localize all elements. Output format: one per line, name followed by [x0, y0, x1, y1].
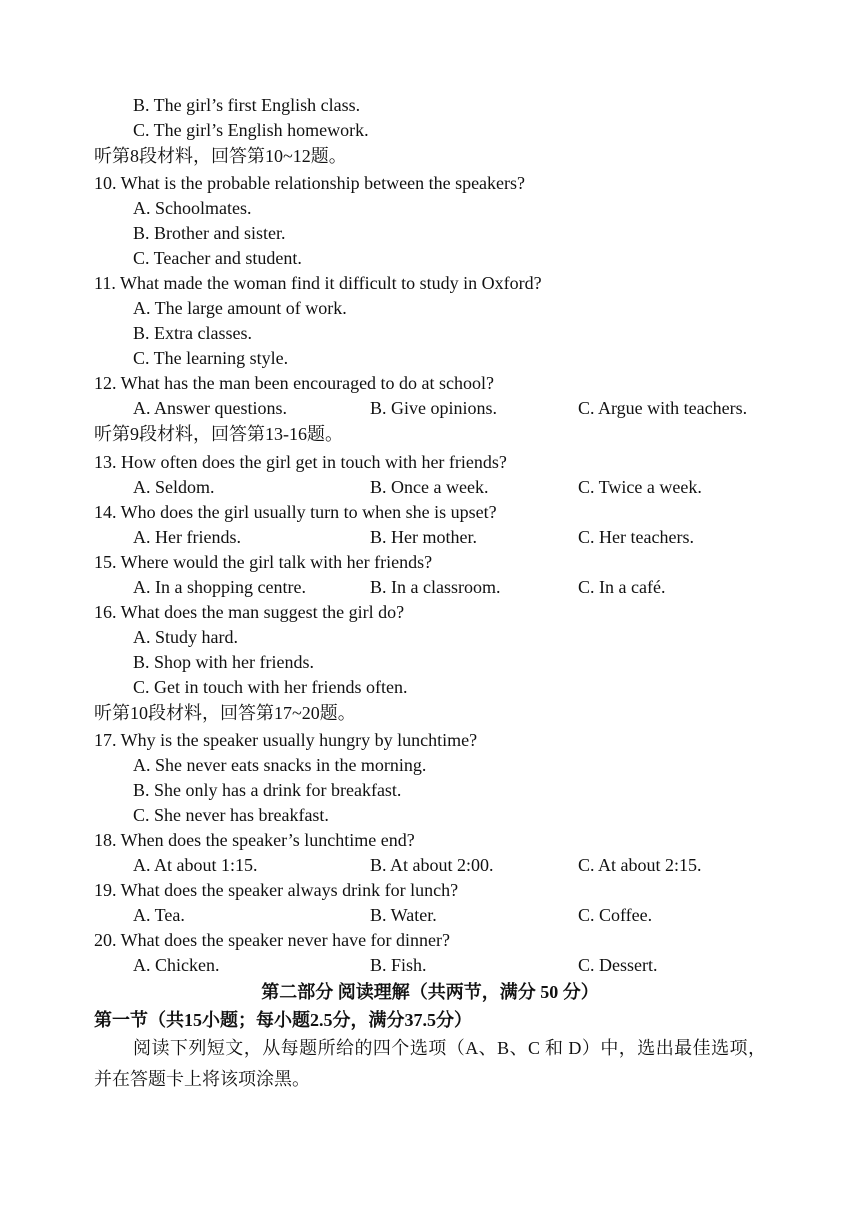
question-18: 18. When does the speaker’s lunchtime end? [94, 830, 415, 850]
option-11a: A. The large amount of work. [133, 298, 347, 318]
option-11b: B. Extra classes. [133, 323, 252, 343]
question-19: 19. What does the speaker always drink for lunch? [94, 880, 459, 900]
question-11: 11. What made the woman find it difficult to study in Oxford? [94, 273, 542, 293]
section-one-heading: 第一节（共15小题；每小题2.5分，满分37.5分） [94, 1010, 472, 1030]
option-14c: C. Her teachers. [578, 527, 694, 547]
question-14: 14. Who does the girl usually turn to when she is upset? [94, 502, 497, 522]
section-heading-10: 听第10段材料，回答第17~20题。 [94, 703, 356, 723]
instruction-paragraph: 阅读下列短文，从每题所给的四个选项（A、B、C 和 D）中，选出最佳选项，并在答题卡上将该项涂黑。 [94, 1038, 766, 1089]
question-17: 17. Why is the speaker usually hungry by lunchtime? [94, 730, 478, 750]
option-17a: A. She never eats snacks in the morning. [133, 755, 427, 775]
option-17c: C. She never has breakfast. [133, 805, 329, 825]
part-two-title: 第二部分 阅读理解（共两节，满分 50 分） [261, 982, 599, 1002]
question-13: 13. How often does the girl get in touch with her friends? [94, 452, 507, 472]
option-20c: C. Dessert. [578, 955, 658, 975]
option-13a: A. Seldom. [133, 477, 215, 497]
option-15b: B. In a classroom. [370, 577, 501, 597]
option-12a: A. Answer questions. [133, 398, 287, 418]
option-19b: B. Water. [370, 905, 437, 925]
option-10c: C. Teacher and student. [133, 248, 302, 268]
option-10b: B. Brother and sister. [133, 223, 286, 243]
option-13c: C. Twice a week. [578, 477, 702, 497]
option-17b: B. She only has a drink for breakfast. [133, 780, 402, 800]
option-15c: C. In a café. [578, 577, 666, 597]
option-20a: A. Chicken. [133, 955, 220, 975]
option-20b: B. Fish. [370, 955, 427, 975]
option-14b: B. Her mother. [370, 527, 477, 547]
option-14a: A. Her friends. [133, 527, 241, 547]
question-10: 10. What is the probable relationship between the speakers? [94, 173, 526, 193]
option-18a: A. At about 1:15. [133, 855, 258, 875]
option-9b: B. The girl’s first English class. [133, 95, 361, 115]
option-19c: C. Coffee. [578, 905, 653, 925]
option-9c: C. The girl’s English homework. [133, 120, 369, 140]
option-16c: C. Get in touch with her friends often. [133, 677, 408, 697]
question-15: 15. Where would the girl talk with her friends? [94, 552, 433, 572]
section-heading-8: 听第8段材料，回答第10~12题。 [94, 146, 347, 166]
option-12c: C. Argue with teachers. [578, 398, 748, 418]
option-18c: C. At about 2:15. [578, 855, 702, 875]
option-13b: B. Once a week. [370, 477, 489, 497]
question-16: 16. What does the man suggest the girl do? [94, 602, 405, 622]
option-16a: A. Study hard. [133, 627, 238, 647]
option-18b: B. At about 2:00. [370, 855, 494, 875]
question-20: 20. What does the speaker never have for dinner? [94, 930, 451, 950]
option-15a: A. In a shopping centre. [133, 577, 306, 597]
section-heading-9: 听第9段材料，回答第13-16题。 [94, 424, 343, 444]
option-16b: B. Shop with her friends. [133, 652, 314, 672]
option-12b: B. Give opinions. [370, 398, 498, 418]
option-11c: C. The learning style. [133, 348, 289, 368]
option-10a: A. Schoolmates. [133, 198, 252, 218]
question-12: 12. What has the man been encouraged to do at school? [94, 373, 495, 393]
option-19a: A. Tea. [133, 905, 185, 925]
